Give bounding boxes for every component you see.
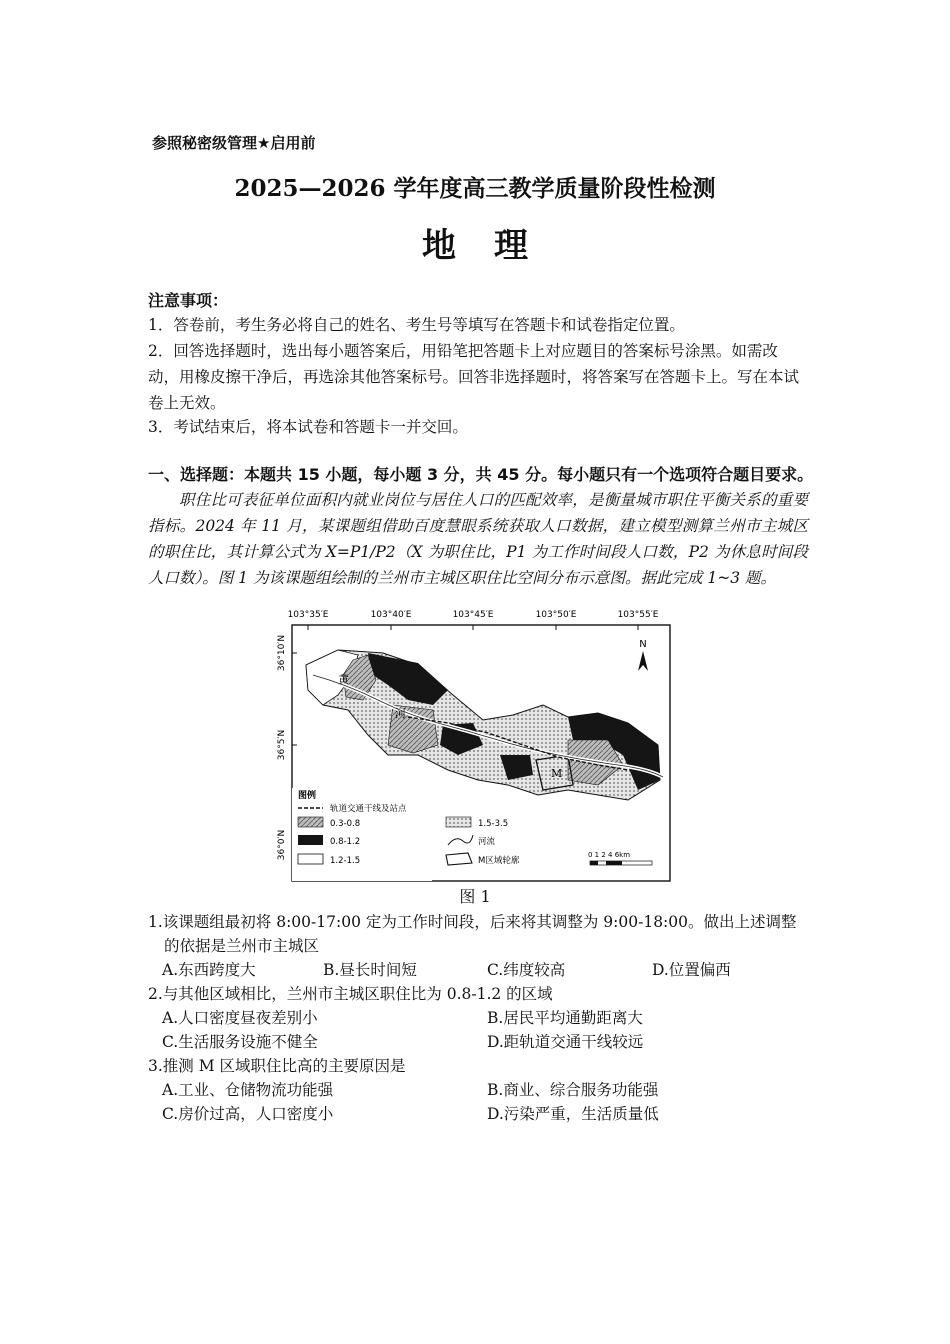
legend-c3: 1.2-1.5 — [330, 856, 361, 866]
figure-caption: 图 1 — [459, 887, 491, 906]
q2-option-d: D.距轨道交通干线较远 — [487, 1033, 644, 1051]
question-3-stem: 3.推测 M 区域职住比高的主要原因是 — [148, 1057, 406, 1075]
q1-option-b: B.昼长时间短 — [323, 961, 417, 979]
question-1-stem-cont: 的依据是兰州市主城区 — [164, 937, 320, 955]
q2-option-b: B.居民平均通勤距离大 — [487, 1009, 643, 1027]
huang-label: 黄 — [338, 673, 349, 686]
legend-c4: 1.5-3.5 — [478, 819, 509, 829]
notice-item-2: 2．回答选择题时，选出每小题答案后，用铅笔把答题卡上对应题目的答案标号涂黑。如需改动，用橡皮擦干净后，再选涂其他答案标号。回答非选择题时，将答案写在答题卡上。写在本试卷上无效。 — [148, 342, 800, 412]
q2-option-c: C.生活服务设施不健全 — [162, 1033, 318, 1051]
q3-option-d: D.污染严重，生活质量低 — [487, 1105, 659, 1123]
legend-c2: 0.8-1.2 — [330, 837, 361, 847]
q2-option-a: A.人口密度昼夜差别小 — [162, 1009, 318, 1027]
legend-c1: 0.3-0.8 — [330, 819, 361, 829]
lat-label-1: 36°10′N — [277, 634, 287, 672]
q1-option-a: A.东西跨度大 — [162, 961, 256, 979]
legend-box — [292, 788, 432, 881]
legend-m-outline: M区域轮廓 — [478, 856, 520, 866]
legend-river: 河流 — [478, 837, 496, 847]
lat-label-2: 36°5′N — [277, 729, 287, 761]
q3-option-c: C.房价过高，人口密度小 — [162, 1105, 334, 1123]
q1-option-c: C.纬度较高 — [487, 961, 566, 979]
notice-heading: 注意事项： — [148, 291, 229, 310]
lon-label-3: 103°45′E — [452, 610, 494, 620]
q3-option-a: A.工业、仓储物流功能强 — [162, 1081, 334, 1099]
m-label: M — [551, 767, 563, 780]
lat-label-3: 36°0′N — [277, 829, 287, 861]
secret-label: 参照秘密级管理★启用前 — [152, 134, 316, 152]
q3-option-b: B.商业、综合服务功能强 — [487, 1081, 659, 1099]
question-2-stem: 2.与其他区域相比，兰州市主城区职住比为 0.8-1.2 的区域 — [148, 985, 553, 1003]
north-label: N — [639, 639, 647, 650]
subject-title: 地理 — [422, 226, 566, 266]
he-label: 河 — [395, 707, 406, 720]
question-1-stem: 1.该课题组最初将 8:00-17:00 定为工作时间段，后来将其调整为 9:00-18:00。做出上述调整 — [148, 913, 797, 931]
legend-rail: 轨道交通干线及站点 — [330, 804, 407, 814]
lon-label-5: 103°55′E — [617, 610, 659, 620]
lon-label-2: 103°40′E — [370, 610, 412, 620]
scale-label: 0 1 2 4 6km — [588, 851, 631, 859]
section-heading: 一、选择题：本题共 15 小题，每小题 3 分，共 45 分。每小题只有一个选项符合题目要求。 — [148, 465, 814, 484]
notice-item-3: 3．考试结束后，将本试卷和答题卡一并交回。 — [148, 418, 468, 436]
legend-title: 图例 — [298, 791, 317, 801]
lanzhou-ratio-map — [268, 605, 688, 890]
exam-title: 2025—2026 学年度高三教学质量阶段性检测 — [234, 175, 716, 202]
material-paragraph: 职住比可表征单位面积内就业岗位与居住人口的匹配效率，是衡量城市职住平衡关系的重要指标。2024 年 11 月，某课题组借助百度慧眼系统获取人口数据，建立模型测算兰州市主城区的职住比，其计算公式为 X=P1/P2（X 为职住比，P1 为工作时间段人口数，P2 为休息时间段人口数）。图 1 为该课题组绘制的兰州市主城区职住比空间分布示意图。据此完成 1~3 题。 — [148, 491, 808, 587]
lon-label-4: 103°50′E — [535, 610, 577, 620]
lon-label-1: 103°35′E — [287, 610, 329, 620]
q1-option-d: D.位置偏西 — [652, 961, 731, 979]
notice-item-1: 1．答卷前，考生务必将自己的姓名、考生号等填写在答题卡和试卷指定位置。 — [148, 316, 685, 334]
